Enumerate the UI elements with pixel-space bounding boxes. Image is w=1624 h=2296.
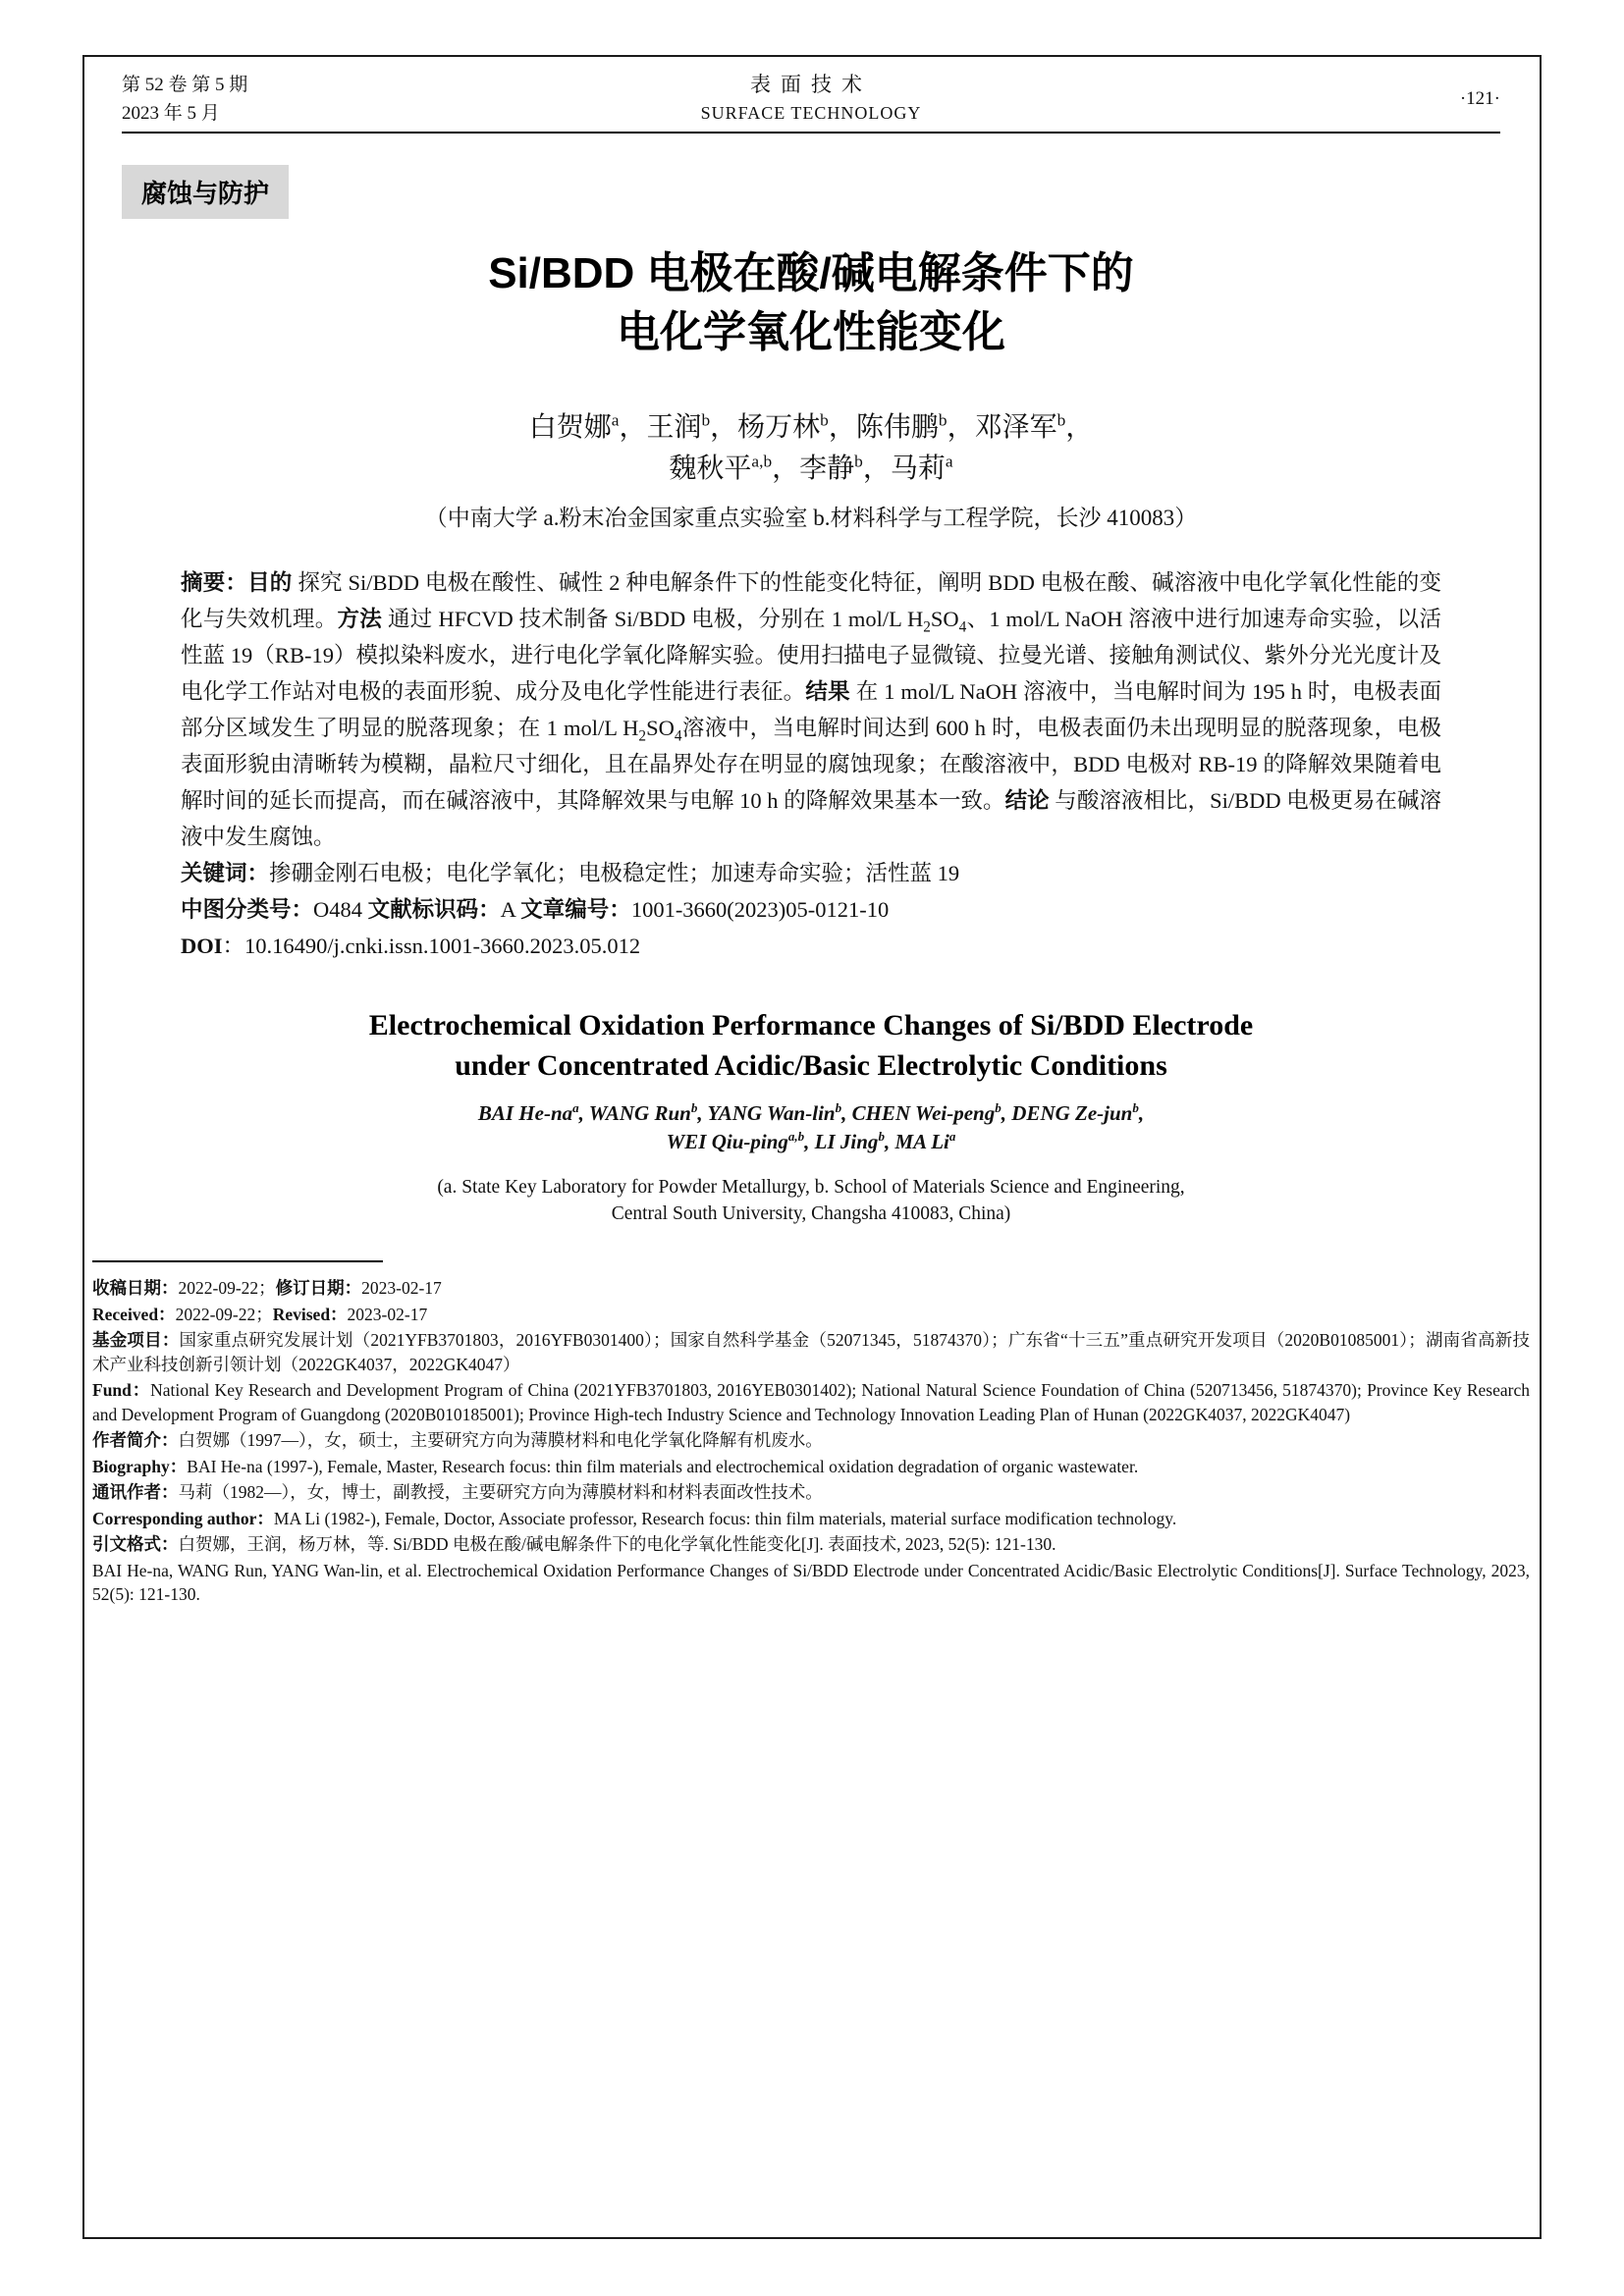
rich-segment: National Key Research and Development Program of China (2021YFB3701803, 2016YEB0301402); National Natural Science Foundation of China (520713456, 51874370); Province Key Research and Development Program of Guangdong (2020B010185001); Province High-tech Industry Science and Technology Innovation Leading Plan of Hunan (2022GK4037, 2022GK4047): [92, 1380, 1530, 1424]
rich-segment: BAI He-na (1997-), Female, Master, Research focus: thin film materials and electrochemical oxidation degradation of organic wastewater.: [187, 1456, 1139, 1476]
rich-segment: 与酸溶液相比，Si/BDD 电极更易在碱溶液中发生腐蚀。: [181, 788, 1441, 849]
rich-segment: 白贺娜: [528, 412, 612, 443]
journal-name-cn: 表面技术: [750, 73, 872, 96]
journal-header: [122, 71, 1500, 128]
rich-segment: 1001-3660(2023)05-0121-10: [630, 897, 890, 922]
footnote-fund-cn: [92, 1328, 1530, 1376]
affiliation-marker: a: [611, 410, 620, 430]
rich-segment: A: [500, 897, 515, 922]
rich-segment: , LI Jing: [804, 1130, 879, 1153]
authors-en-line2: [122, 1128, 1500, 1156]
clc-line: [181, 891, 1441, 928]
rich-bold-segment: 收稿日期：: [92, 1278, 179, 1298]
affiliation-marker: b: [1056, 410, 1066, 430]
affiliation-marker: a: [945, 452, 953, 471]
rich-segment: 国家重点研究发展计划（2021YFB3701803，2016YFB0301400）；国家自然科学基金（52071345，51874370）；广东省“十三五”重点研究开发项目（2020B01085001）；湖南省高新技术产业科技创新引领计划（2022GK4037，2022GK4047）: [92, 1330, 1531, 1374]
rich-bold-segment: Biography：: [92, 1456, 188, 1476]
doi-line: [181, 928, 1441, 964]
footnote-citation-en: [92, 1559, 1530, 1607]
article-title-en-line1: Electrochemical Oxidation Performance Changes of Si/BDD Electrode: [368, 1009, 1254, 1041]
issue-date: 2023 年 5 月: [122, 103, 220, 124]
footnote-biography-en: [92, 1455, 1530, 1479]
journal-name-en: SURFACE TECHNOLOGY: [700, 103, 922, 123]
rich-segment: 2: [923, 618, 931, 636]
footnote-corresponding-cn: [92, 1480, 1530, 1505]
rich-segment: SO: [646, 716, 675, 740]
rich-segment: WEI Qiu-ping: [666, 1130, 788, 1153]
rich-bold-segment: 结论: [1004, 788, 1050, 813]
rich-bold-segment: 摘要：: [181, 570, 248, 595]
rich-segment: 探究 Si/BDD 电极在酸性、碱性 2 种电解条件下的性能变化特征，阐明 BDD 电极在酸、碱溶液中电化学氧化性能的变化与失效机理。: [181, 570, 1441, 631]
authors-en: [122, 1099, 1500, 1156]
rich-segment: BAI He-na, WANG Run, YANG Wan-lin, et al. Electrochemical Oxidation Performance Changes of Si/BDD Electrode under Concentrated Acidic/Basic Electrolytic Conditions[J]. Surface Technology, 2023, 52(5): 121-130.: [92, 1560, 1530, 1604]
rich-bold-segment: 修订日期：: [275, 1278, 362, 1298]
rich-segment: , DENG Ze-jun: [1001, 1101, 1133, 1125]
rich-segment: O484: [313, 897, 363, 922]
rich-bold-segment: 基金项目：: [92, 1330, 180, 1350]
affiliation-marker: a,b: [751, 452, 773, 471]
rich-segment: ,: [1138, 1101, 1145, 1125]
affiliation-marker: b: [835, 1100, 842, 1115]
affiliation-en: [122, 1174, 1500, 1227]
authors-en-line1: [122, 1099, 1500, 1128]
rich-segment: SO: [930, 607, 959, 631]
article-title-en-line2: under Concentrated Acidic/Basic Electrolytic Conditions: [455, 1049, 1167, 1082]
footnotes: [92, 1260, 1530, 1607]
affiliation-marker: b: [1132, 1100, 1139, 1115]
article-title-cn: [122, 244, 1500, 362]
rich-segment: 白贺娜（1997—），女，硕士，主要研究方向为薄膜材料和电化学氧化降解有机废水。: [178, 1430, 823, 1450]
rich-bold-segment: 作者简介：: [92, 1430, 179, 1450]
rich-segment: , CHEN Wei-peng: [841, 1101, 996, 1125]
article-title-en: [122, 1005, 1500, 1086]
rich-bold-segment: 关键词：: [181, 861, 270, 885]
rich-bold-segment: 结果: [805, 679, 850, 704]
journal-name: [436, 71, 1186, 128]
article-title-cn-line2: 电化学氧化性能变化: [617, 308, 1005, 356]
rich-bold-segment: Fund：: [92, 1380, 151, 1400]
rich-bold-segment: 方法: [337, 607, 383, 631]
rich-segment: 2023-02-17: [347, 1304, 428, 1324]
header-issue-info: [122, 71, 436, 128]
rich-bold-segment: Corresponding author：: [92, 1508, 274, 1528]
affiliation-marker: b: [878, 1129, 885, 1144]
authors-cn-line1: [122, 407, 1500, 449]
rich-segment: 2023-02-17: [361, 1278, 442, 1298]
volume-issue: 第 52 卷 第 5 期: [122, 75, 248, 95]
affiliation-marker: a,b: [787, 1129, 805, 1144]
affiliation-en-line1: (a. State Key Laboratory for Powder Metallurgy, b. School of Materials Science and Engineering,: [437, 1177, 1185, 1198]
page-content: [92, 71, 1531, 1609]
rich-segment: 白贺娜，王润，杨万林，等. Si/BDD 电极在酸/碱电解条件下的电化学氧化性能变化[J]. 表面技术, 2023, 52(5): 121-130.: [178, 1534, 1056, 1554]
affiliation-marker: b: [820, 410, 829, 430]
rich-segment: 2022-09-22；: [175, 1304, 273, 1324]
footnote-biography-cn: [92, 1428, 1530, 1453]
footnote-divider: [92, 1260, 383, 1262]
rich-bold-segment: 文献标识码：: [367, 897, 501, 922]
rich-bold-segment: 文章编号：: [520, 897, 631, 922]
footnote-fund-en: [92, 1378, 1530, 1426]
rich-segment: ：10.16490/j.cnki.issn.1001-3660.2023.05.012: [222, 934, 641, 958]
rich-segment: 通过 HFCVD 技术制备 Si/BDD 电极，分别在 1 mol/L H: [382, 607, 924, 631]
rich-segment: ，: [1065, 412, 1094, 443]
keywords-line: [181, 855, 1441, 891]
header-divider: [122, 132, 1500, 133]
rich-segment: BAI He-na: [477, 1101, 573, 1125]
affiliation-cn: （中南大学 a.粉末冶金国家重点实验室 b.材料科学与工程学院，长沙 410083）: [424, 506, 1198, 530]
rich-segment: 4: [958, 618, 967, 636]
affiliation-marker: b: [690, 1100, 698, 1115]
rich-segment: ，李静: [772, 454, 855, 484]
rich-segment: , YANG Wan-lin: [697, 1101, 836, 1125]
affiliation-marker: a: [948, 1129, 956, 1144]
rich-segment: ，杨万林: [710, 412, 821, 443]
authors-cn-line2: [122, 449, 1500, 490]
rich-segment: ，陈伟鹏: [828, 412, 939, 443]
rich-bold-segment: 引文格式：: [92, 1534, 179, 1554]
abstract-cn: [181, 564, 1441, 855]
rich-bold-segment: 通讯作者：: [92, 1482, 179, 1502]
rich-segment: 溶液中，当电解时间达到 600 h 时，电极表面仍未出现明显的脱落现象，电极表面形貌由清晰转为模糊，晶粒尺寸细化，且在晶界处存在明显的腐蚀现象；在酸溶液中，BDD 电极对 RB-19 的降解效果随着电解时间的延长而提高，而在碱溶液中，其降解效果与电解 10 h 的降解效果基本一致。: [181, 716, 1441, 813]
rich-segment: 马莉（1982—），女，博士，副教授，主要研究方向为薄膜材料和材料表面改性技术。: [178, 1482, 823, 1502]
rich-segment: , MA Li: [884, 1130, 949, 1153]
rich-bold-segment: DOI: [181, 934, 223, 958]
affiliation-marker: b: [995, 1100, 1001, 1115]
footnote-citation-cn: [92, 1532, 1530, 1557]
footnote-received-en: [92, 1303, 1530, 1327]
rich-segment: 2022-09-22；: [178, 1278, 276, 1298]
rich-segment: 4: [674, 727, 682, 745]
affiliation-marker: a: [572, 1100, 579, 1115]
rich-segment: , WANG Run: [578, 1101, 691, 1125]
rich-segment: ，马莉: [862, 454, 946, 484]
affiliation-marker: b: [938, 410, 947, 430]
affiliation-en-line2: Central South University, Changsha 410083, China): [611, 1203, 1011, 1224]
rich-segment: 、1 mol/L NaOH 溶液中进行加速寿命实验，以活性蓝 19（RB-19）模拟染料废水，进行电化学氧化降解实验。使用扫描电子显微镜、拉曼光谱、接触角测试仪、紫外分光光度计及电化学工作站对电极的表面形貌、成分及电化学性能进行表征。: [181, 607, 1441, 704]
rich-bold-segment: Revised：: [272, 1304, 348, 1324]
page-number: ·121·: [1459, 88, 1500, 109]
affiliation-marker: b: [701, 410, 711, 430]
rich-bold-segment: 中图分类号：: [181, 897, 314, 922]
section-badge: 腐蚀与防护: [122, 165, 289, 219]
footnote-corresponding-en: [92, 1507, 1530, 1531]
rich-segment: 魏秋平: [669, 454, 752, 484]
article-title-cn-line1: Si/BDD 电极在酸/碱电解条件下的: [488, 249, 1134, 297]
rich-segment: 2: [638, 727, 647, 745]
affiliation-marker: b: [854, 452, 863, 471]
authors-cn: [122, 407, 1500, 490]
rich-segment: 掺硼金刚石电极；电化学氧化；电极稳定性；加速寿命实验；活性蓝 19: [269, 861, 960, 885]
footnote-received-cn: [92, 1276, 1530, 1301]
rich-segment: MA Li (1982-), Female, Doctor, Associate professor, Research focus: thin film materials, material surface modification technology.: [273, 1508, 1177, 1528]
rich-segment: ，王润: [619, 412, 702, 443]
rich-segment: 在 1 mol/L NaOH 溶液中，当电解时间为 195 h 时，电极表面部分区域发生了明显的脱落现象；在 1 mol/L H: [181, 679, 1441, 740]
rich-bold-segment: Received：: [92, 1304, 176, 1324]
rich-bold-segment: 目的: [247, 570, 293, 595]
rich-segment: ，邓泽军: [947, 412, 1057, 443]
